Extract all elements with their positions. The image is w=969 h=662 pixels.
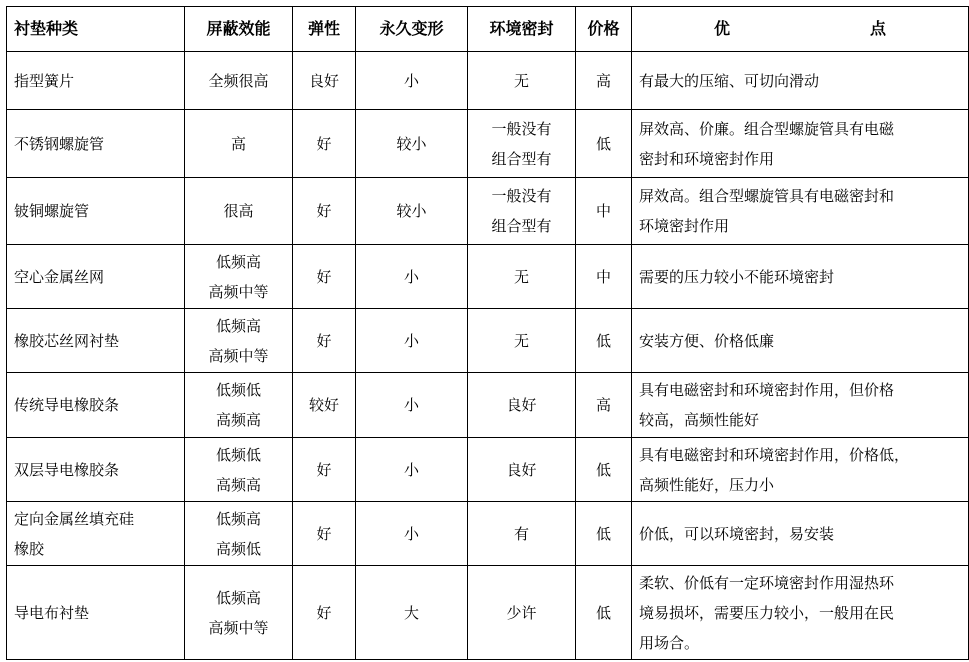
- cell-advantages-line: 屏效高、价廉。组合型螺旋管具有电磁: [639, 119, 895, 138]
- cell-advantages-line: 具有电磁密封和环境密封作用，价格低，: [639, 445, 910, 464]
- cell-shielding-line: 高频高: [215, 475, 261, 494]
- cell-gasket-type: [7, 566, 185, 660]
- cell-price: 中: [576, 245, 632, 309]
- cell-price: 中: [576, 178, 632, 245]
- cell-gasket-type: [7, 309, 185, 373]
- cell-advantages-line: 较高，高频性能好: [639, 411, 760, 429]
- table-row: [7, 110, 969, 178]
- cell-advantages: [632, 178, 969, 245]
- cell-shielding: [185, 373, 293, 438]
- cell-env-seal-line: 无: [513, 71, 529, 90]
- header-advantages-b: 点: [870, 19, 887, 38]
- cell-shielding: [185, 566, 293, 660]
- cell-env-seal-line: 一般没有: [491, 187, 552, 205]
- cell-shielding-line: 低频高: [215, 509, 261, 528]
- cell-advantages-line: 价低，可以环境密封，易安装: [639, 524, 835, 543]
- cell-deformation: 较小: [356, 110, 468, 178]
- cell-shielding-line: 高频中等: [208, 618, 269, 637]
- cell-gasket-type-line: 空心金属丝网: [14, 267, 105, 286]
- cell-deformation: 小: [356, 438, 468, 502]
- table-row: [7, 373, 969, 438]
- cell-env-seal-line: 组合型有: [491, 149, 552, 168]
- cell-elasticity: 好: [293, 309, 356, 373]
- cell-advantages-line: 高频性能好，压力小: [639, 475, 775, 494]
- cell-shielding: [185, 52, 293, 110]
- cell-advantages-line: 有最大的压缩、可切向滑动: [639, 71, 820, 90]
- cell-shielding: [185, 438, 293, 502]
- cell-env-seal-line: 少许: [506, 603, 537, 622]
- cell-gasket-type: [7, 245, 185, 309]
- cell-shielding-line: 高: [230, 134, 246, 153]
- cell-price: 高: [576, 52, 632, 110]
- cell-gasket-type-line: 定向金属丝填充硅: [14, 509, 135, 528]
- cell-advantages-line: 环境密封作用: [639, 217, 730, 235]
- cell-elasticity: 良好: [293, 52, 356, 110]
- cell-gasket-type-line: 不锈钢螺旋管: [14, 134, 105, 153]
- cell-env-seal: [468, 309, 576, 373]
- cell-env-seal: [468, 178, 576, 245]
- cell-deformation: 小: [356, 502, 468, 566]
- cell-env-seal-line: 有: [513, 524, 529, 543]
- cell-env-seal-line: 良好: [506, 396, 537, 414]
- cell-shielding: [185, 110, 293, 178]
- cell-env-seal: [468, 245, 576, 309]
- cell-deformation: 小: [356, 373, 468, 438]
- cell-advantages-line: 境易损坏，需要压力较小，一般用在民: [639, 603, 895, 622]
- header-gasket-type: 衬垫种类: [7, 7, 185, 52]
- cell-env-seal-line: 良好: [506, 460, 537, 479]
- cell-env-seal-line: 一般没有: [491, 119, 552, 138]
- cell-env-seal: [468, 110, 576, 178]
- cell-shielding-line: 低频低: [215, 381, 261, 399]
- cell-elasticity: 好: [293, 438, 356, 502]
- cell-shielding-line: 高频中等: [208, 282, 269, 301]
- cell-env-seal-line: 无: [513, 267, 529, 286]
- cell-elasticity: 较好: [293, 373, 356, 438]
- cell-advantages: [632, 110, 969, 178]
- cell-shielding-line: 低频低: [215, 445, 261, 464]
- cell-advantages: [632, 245, 969, 309]
- table-row: [7, 245, 969, 309]
- cell-gasket-type-line: 铍铜螺旋管: [14, 202, 90, 220]
- table-row: [7, 309, 969, 373]
- cell-shielding-line: 低频高: [215, 588, 261, 607]
- cell-deformation: 大: [356, 566, 468, 660]
- cell-shielding: [185, 502, 293, 566]
- cell-elasticity: 好: [293, 502, 356, 566]
- cell-env-seal: [468, 373, 576, 438]
- header-shielding: 屏蔽效能: [185, 7, 293, 52]
- cell-elasticity: 好: [293, 178, 356, 245]
- header-elasticity: 弹性: [293, 7, 356, 52]
- table-header-row: [7, 7, 969, 52]
- cell-gasket-type-line: 橡胶芯丝网衬垫: [14, 331, 120, 350]
- cell-price: 低: [576, 502, 632, 566]
- cell-deformation: 小: [356, 52, 468, 110]
- header-env-seal: 环境密封: [468, 7, 576, 52]
- table-row: [7, 52, 969, 110]
- cell-shielding-line: 高频高: [215, 411, 261, 429]
- cell-shielding: [185, 309, 293, 373]
- cell-gasket-type: [7, 438, 185, 502]
- table-body: [7, 52, 969, 660]
- cell-advantages: [632, 438, 969, 502]
- cell-advantages: [632, 52, 969, 110]
- cell-advantages-line: 屏效高。组合型螺旋管具有电磁密封和: [639, 187, 895, 205]
- cell-gasket-type: [7, 502, 185, 566]
- cell-env-seal: [468, 438, 576, 502]
- cell-advantages: [632, 373, 969, 438]
- cell-env-seal-line: 组合型有: [491, 217, 552, 235]
- header-price: 价格: [576, 7, 632, 52]
- table-row: [7, 178, 969, 245]
- cell-advantages: [632, 309, 969, 373]
- cell-advantages-line: 需要的压力较小不能环境密封: [639, 267, 835, 286]
- cell-shielding: [185, 178, 293, 245]
- header-advantages-a: 优: [713, 19, 730, 38]
- table-row: [7, 502, 969, 566]
- cell-gasket-type-line: 传统导电橡胶条: [14, 396, 120, 414]
- cell-advantages-line: 具有电磁密封和环境密封作用，但价格: [639, 381, 895, 399]
- cell-shielding-line: 高频低: [215, 539, 261, 558]
- cell-shielding-line: 低频高: [215, 316, 261, 335]
- header-deformation: 永久变形: [356, 7, 468, 52]
- cell-gasket-type: [7, 52, 185, 110]
- cell-gasket-type-line: 导电布衬垫: [14, 603, 90, 622]
- cell-price: 低: [576, 566, 632, 660]
- cell-shielding-line: 低频高: [215, 252, 261, 271]
- cell-deformation: 小: [356, 309, 468, 373]
- cell-env-seal: [468, 566, 576, 660]
- cell-env-seal-line: 无: [513, 331, 529, 350]
- gasket-comparison-table: [6, 6, 969, 660]
- cell-price: 高: [576, 373, 632, 438]
- cell-gasket-type: [7, 178, 185, 245]
- cell-advantages-line: 柔软、价低有一定环境密封作用湿热环: [639, 573, 895, 592]
- cell-gasket-type-line: 橡胶: [14, 539, 45, 558]
- cell-advantages: [632, 566, 969, 660]
- cell-env-seal: [468, 502, 576, 566]
- cell-elasticity: 好: [293, 245, 356, 309]
- table-row: [7, 438, 969, 502]
- cell-gasket-type: [7, 110, 185, 178]
- cell-gasket-type-line: 双层导电橡胶条: [14, 460, 120, 479]
- cell-advantages-line: 密封和环境密封作用: [639, 149, 775, 168]
- cell-advantages-line: 安装方便、价格低廉: [639, 331, 775, 350]
- header-advantages: [632, 7, 969, 52]
- cell-shielding-line: 很高: [223, 202, 254, 220]
- cell-advantages-line: 用场合。: [639, 633, 700, 652]
- cell-price: 低: [576, 309, 632, 373]
- cell-elasticity: 好: [293, 566, 356, 660]
- cell-price: 低: [576, 438, 632, 502]
- cell-elasticity: 好: [293, 110, 356, 178]
- cell-gasket-type: [7, 373, 185, 438]
- cell-deformation: 较小: [356, 178, 468, 245]
- cell-shielding-line: 高频中等: [208, 346, 269, 365]
- cell-env-seal: [468, 52, 576, 110]
- cell-shielding: [185, 245, 293, 309]
- cell-shielding-line: 全频很高: [208, 71, 269, 90]
- cell-price: 低: [576, 110, 632, 178]
- cell-gasket-type-line: 指型簧片: [14, 71, 75, 90]
- cell-deformation: 小: [356, 245, 468, 309]
- cell-advantages: [632, 502, 969, 566]
- table-row: [7, 566, 969, 660]
